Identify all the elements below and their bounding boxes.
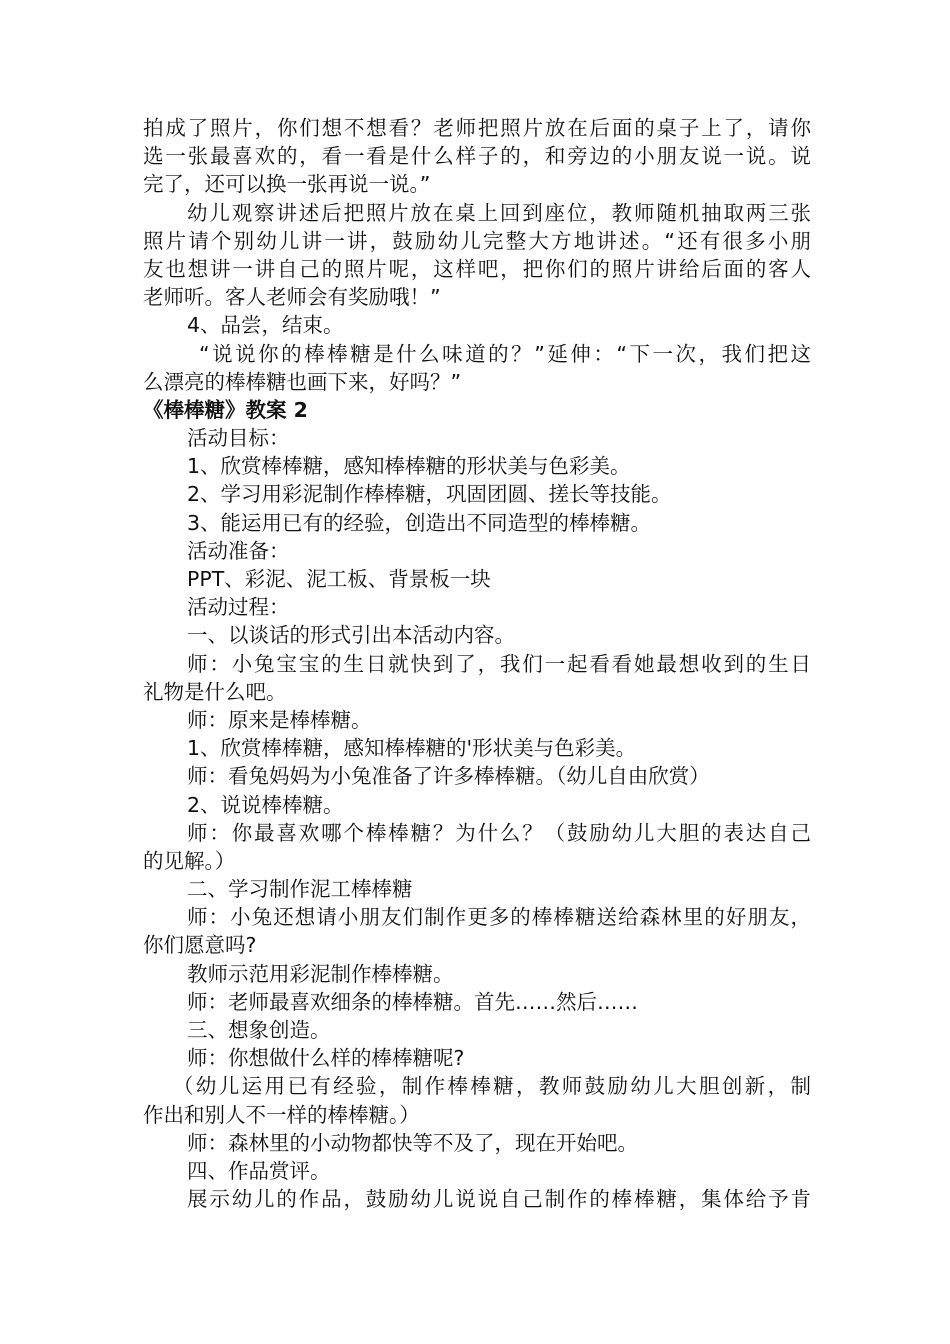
paragraph-line: 活动过程： (187, 595, 290, 620)
section-heading: 《棒棒糖》教案 2 (143, 397, 308, 422)
paragraph-line: 师：你最喜欢哪个棒棒糖？为什么？（鼓励幼儿大胆的表达自己 (187, 820, 811, 845)
paragraph-line: 师：你想做什么样的棒棒糖呢? (187, 1046, 465, 1071)
paragraph-line: 友也想讲一讲自己的照片呢，这样吧，把你们的照片讲给后面的客人 (143, 256, 811, 281)
paragraph-line: 选一张最喜欢的，看一看是什么样子的，和旁边的小朋友说一说。说 (143, 144, 811, 169)
paragraph-line: 1、欣赏棒棒糖，感知棒棒糖的形状美与色彩美。 (187, 454, 631, 479)
paragraph-line: 1、欣赏棒棒糖，感知棒棒糖的'形状美与色彩美。 (187, 736, 637, 761)
paragraph-line: 么漂亮的棒棒糖也画下来，好吗？” (143, 369, 462, 394)
document-page (143, 114, 811, 1213)
paragraph-line: 4、品尝，结束。 (187, 313, 344, 338)
paragraph-line: 教师示范用彩泥制作棒棒糖。 (187, 961, 454, 986)
paragraph-line: 展示幼儿的作品，鼓励幼儿说说自己制作的棒棒糖，集体给予肯 (187, 1187, 811, 1212)
paragraph-line: 3、能运用已有的经验，创造出不同造型的棒棒糖。 (187, 510, 652, 535)
paragraph-line: 四、作品赏评。 (187, 1158, 331, 1183)
paragraph-line: PPT、彩泥、泥工板、背景板一块 (187, 567, 491, 591)
paragraph-line: 老师听。客人老师会有奖励哦！” (143, 285, 441, 310)
paragraph-line: “说说你的棒棒糖是什么味道的？”延伸：“下一次，我们把这 (199, 341, 811, 366)
paragraph-line: 一、以谈话的形式引出本活动内容。 (187, 623, 515, 648)
paragraph-line: 师：看兔妈妈为小兔准备了许多棒棒糖。（幼儿自由欣赏） (187, 764, 710, 789)
paragraph-line: 三、想象创造。 (187, 1018, 331, 1042)
paragraph-line: 的见解。） (143, 848, 236, 873)
paragraph-line: （幼儿运用已有经验，制作棒棒糖，教师鼓励幼儿大胆创新，制 (173, 1074, 811, 1099)
paragraph-line: 幼儿观察讲述后把照片放在桌上回到座位，教师随机抽取两三张 (187, 200, 811, 225)
paragraph-line: 你们愿意吗? (143, 933, 257, 958)
paragraph-line: 师：原来是棒棒糖。 (187, 707, 372, 732)
paragraph-line: 活动目标： (187, 426, 290, 451)
paragraph-line: 师：小兔宝宝的生日就快到了，我们一起看看她最想收到的生日 (187, 651, 811, 676)
paragraph-line: 师：森林里的小动物都快等不及了，现在开始吧。 (187, 1130, 638, 1155)
paragraph-line: 2、学习用彩泥制作棒棒糖，巩固团圆、搓长等技能。 (187, 482, 672, 507)
paragraph-line: 师：小兔还想请小朋友们制作更多的棒棒糖送给森林里的好朋友， (187, 905, 811, 930)
paragraph-line: 照片请个别幼儿讲一讲，鼓励幼儿完整大方地讲述。“还有很多小朋 (143, 228, 811, 253)
paragraph-line: 二、学习制作泥工棒棒糖 (187, 877, 413, 902)
paragraph-line: 完了，还可以换一张再说一说。” (143, 172, 431, 197)
paragraph-line: 礼物是什么吧。 (143, 679, 287, 704)
paragraph-line: 师：老师最喜欢细条的棒棒糖。首先……然后…… (187, 989, 638, 1014)
paragraph-line: 活动准备： (187, 538, 290, 563)
paragraph-line: 2、说说棒棒糖。 (187, 792, 344, 817)
paragraph-line: 作出和别人不一样的棒棒糖。） (143, 1102, 420, 1127)
paragraph-line: 拍成了照片，你们想不想看？老师把照片放在后面的桌子上了，请你 (143, 116, 811, 140)
